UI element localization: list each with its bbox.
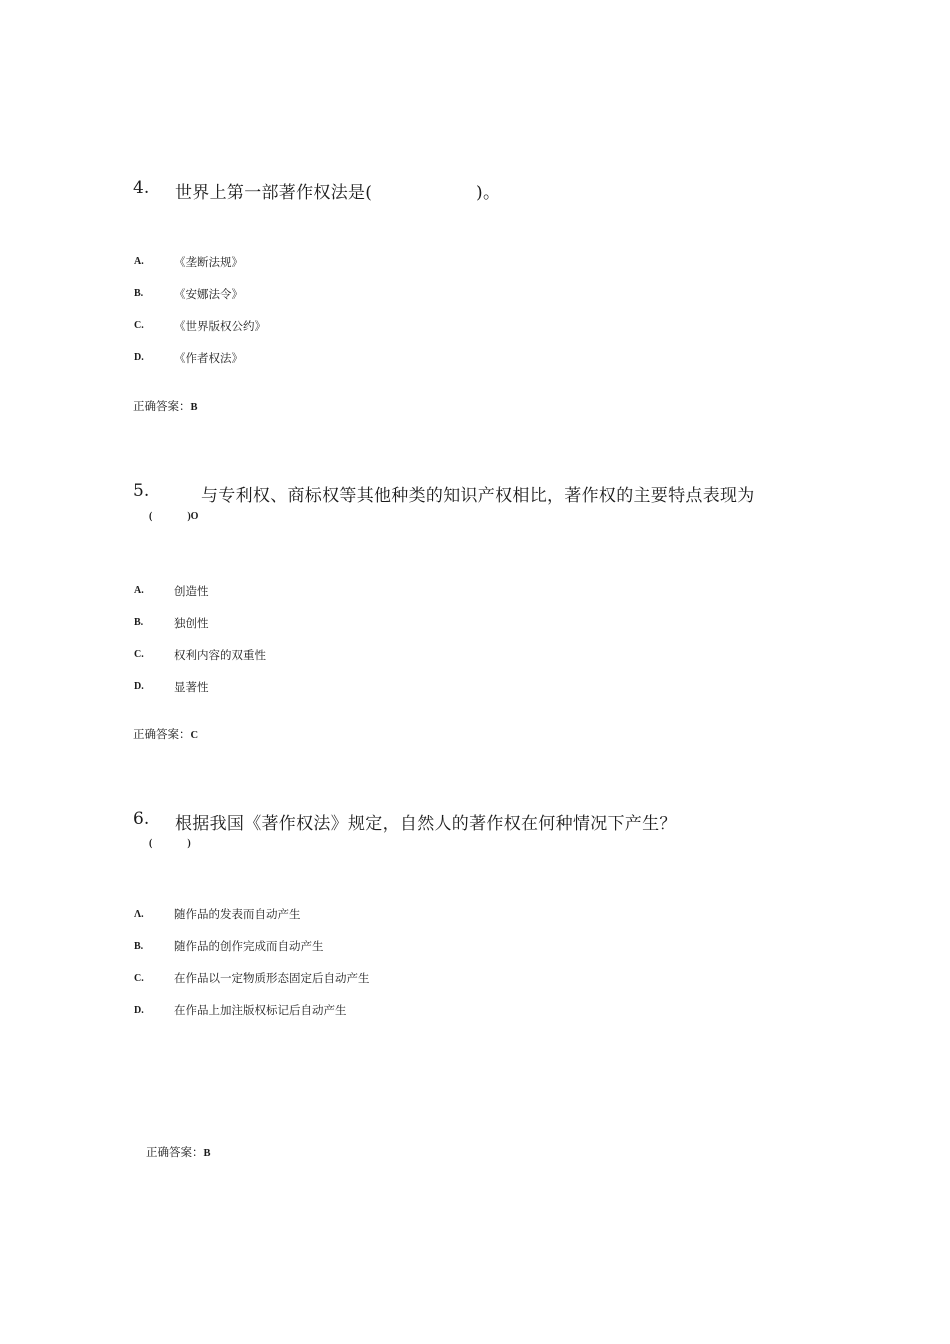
correct-answer xyxy=(146,1144,211,1160)
answer-blank: ( ) xyxy=(149,838,191,849)
question-text: 世界上第一部著作权法是( )。 xyxy=(175,183,501,203)
question-number: 4. xyxy=(133,178,150,198)
option-letter: A. xyxy=(134,256,144,267)
answer-label: 正确答案： xyxy=(133,399,191,413)
option-text: 权利内容的双重性 xyxy=(174,648,266,662)
option-letter: C. xyxy=(134,649,144,660)
correct-answer xyxy=(133,726,198,742)
option-letter: C. xyxy=(134,973,144,984)
option-text: 《安娜法令》 xyxy=(174,287,243,301)
option-text: 随作品的发表而自动产生 xyxy=(174,907,301,921)
option-text: 创造性 xyxy=(174,584,209,598)
option-text: 在作品以一定物质形态固定后自动产生 xyxy=(174,971,370,985)
option-letter: B. xyxy=(134,288,144,299)
option-letter: D. xyxy=(134,681,144,692)
answer-blank: ( )O xyxy=(149,511,199,522)
option-text: 《垄断法规》 xyxy=(174,255,243,269)
question-text: 与专利权、商标权等其他种类的知识产权相比，著作权的主要特点表现为 xyxy=(201,486,755,506)
answer-value: B xyxy=(190,402,198,413)
option-text: 随作品的创作完成而自动产生 xyxy=(174,939,324,953)
answer-value: C xyxy=(190,730,199,741)
option-letter: B. xyxy=(134,941,144,952)
question-number: 6. xyxy=(133,809,150,829)
correct-answer xyxy=(133,398,198,414)
option-letter: C. xyxy=(134,320,144,331)
option-letter: A. xyxy=(134,585,144,596)
option-letter: D. xyxy=(134,352,144,363)
answer-value: B xyxy=(203,1148,211,1159)
option-text: 在作品上加注版权标记后自动产生 xyxy=(174,1003,347,1017)
option-text: 《世界版权公约》 xyxy=(174,319,266,333)
answer-label: 正确答案： xyxy=(133,727,191,741)
question-text: 根据我国《著作权法》规定，自然人的著作权在何种情况下产生？ xyxy=(175,814,677,834)
option-letter: B. xyxy=(134,617,144,628)
option-letter: Λ. xyxy=(134,909,144,920)
option-text: 独创性 xyxy=(174,616,209,630)
option-letter: D. xyxy=(134,1005,144,1016)
answer-label: 正确答案： xyxy=(146,1145,204,1159)
option-text: 《作者权法》 xyxy=(174,351,243,365)
question-number: 5. xyxy=(133,481,150,501)
option-text: 显著性 xyxy=(174,680,209,694)
